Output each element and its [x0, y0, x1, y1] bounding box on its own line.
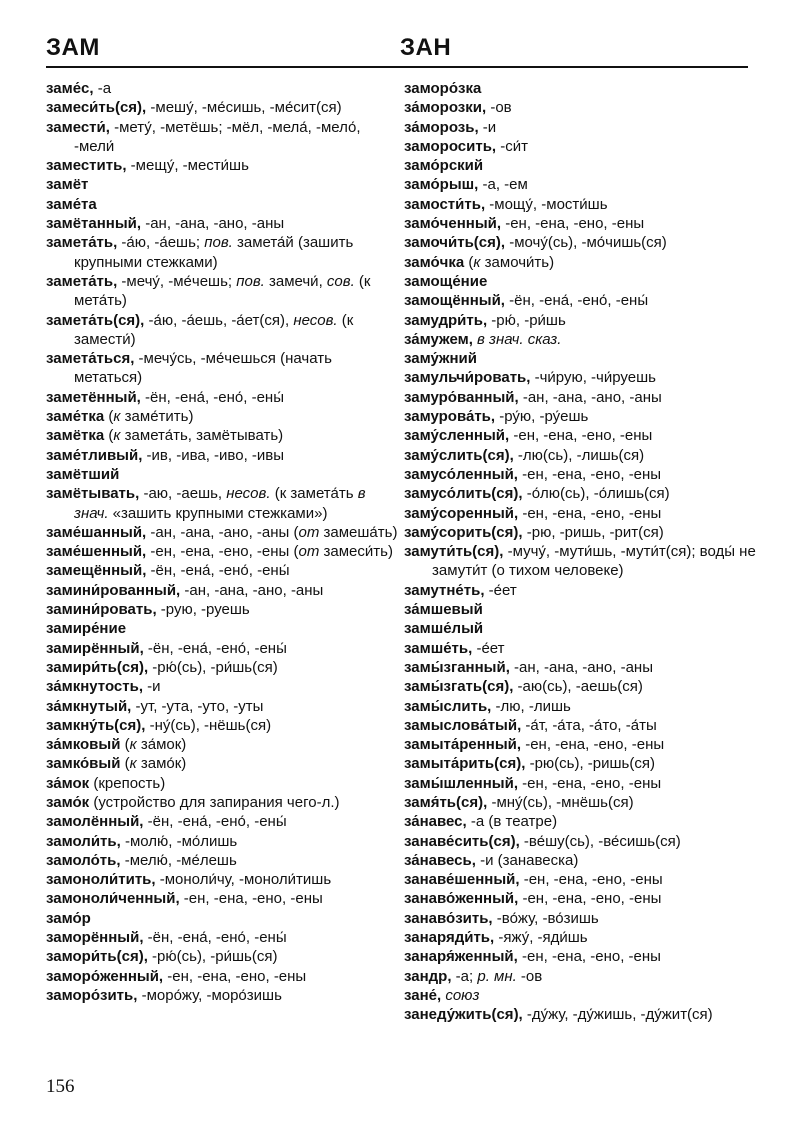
- entry-label: сов.: [326, 272, 355, 290]
- entry-text: -во́жу, -во́зишь: [492, 909, 599, 927]
- entry-text: -яжу́, -яди́шь: [494, 929, 588, 947]
- entry-headword: замета́ть,: [46, 234, 118, 252]
- dictionary-entry: [46, 639, 401, 658]
- entry-text: (: [464, 253, 474, 271]
- entry-text: -ан, -ана, -ано, -аны: [509, 658, 653, 676]
- entry-headword: заму́жний: [404, 350, 477, 368]
- entry-headword: заме́шанный,: [46, 523, 147, 541]
- entry-text: -ру́ю, -ру́ешь: [495, 408, 589, 426]
- entry-headword: замо́р: [46, 909, 91, 927]
- entry-headword: замеси́ть(ся),: [46, 99, 147, 117]
- entry-headword: замо́рыш,: [404, 176, 479, 194]
- entry-headword: замётывать,: [46, 485, 140, 503]
- entry-text: -мочу́(сь), -мо́чишь(ся): [505, 234, 667, 252]
- entry-text: -ён, -ена́, -ено́, -ены́: [143, 929, 287, 947]
- entry-text: (к замести́): [74, 311, 354, 348]
- dictionary-entry: [46, 98, 401, 117]
- entry-text: -лю(сь), -лишь(ся): [513, 446, 645, 464]
- header-rule: [46, 66, 748, 68]
- entry-headword: замолённый,: [46, 813, 144, 831]
- dictionary-entry: [46, 870, 401, 889]
- dictionary-entry: [46, 311, 401, 350]
- entry-text: -ут, -ута, -уто, -уты: [131, 697, 264, 715]
- entry-text: -ён, -ена́, -ено́, -ены́: [140, 388, 284, 406]
- header-right-guideword: ЗАН: [400, 34, 452, 61]
- entry-headword: замыслова́тый,: [404, 716, 522, 734]
- entry-text: -мету́, -метёшь; -мёл, -мела́, -мело́, -мели́: [74, 118, 361, 155]
- dictionary-entry: [46, 697, 401, 716]
- dictionary-entry: [404, 754, 759, 773]
- entry-headword: замини́ровать,: [46, 601, 157, 619]
- dictionary-entry: [404, 137, 759, 156]
- entry-headword: занаве́шенный,: [404, 871, 520, 889]
- entry-headword: заморосить,: [404, 137, 497, 155]
- entry-text: замеси́ть): [319, 543, 393, 561]
- entry-text: -а́ю, -а́ешь;: [117, 234, 205, 252]
- entry-text: (: [104, 427, 114, 445]
- entry-headword: замета́ться,: [46, 350, 135, 368]
- dictionary-entry: [46, 214, 401, 233]
- entry-headword: замести́,: [46, 118, 110, 136]
- entry-headword: заме́с,: [46, 80, 94, 97]
- entry-headword: заме́тливый,: [46, 446, 143, 464]
- dictionary-entry: [404, 697, 759, 716]
- entry-text: -ен, -ена, -ено, -ены: [501, 215, 645, 233]
- page-number: 156: [46, 1076, 75, 1097]
- entry-headword: зане́,: [404, 986, 442, 1004]
- dictionary-entry: [46, 407, 401, 426]
- entry-text: -ен, -ена, -ено, -ены: [518, 774, 662, 792]
- entry-text: -ан, -ана, -ано, -аны: [518, 388, 662, 406]
- entry-text: замета́й (зашить крупными стежками): [74, 234, 354, 271]
- entry-headword: заму́слить(ся),: [404, 446, 514, 464]
- dictionary-entry: [46, 175, 401, 194]
- entry-text: -е́ет: [472, 639, 505, 657]
- entry-headword: замы́зганный,: [404, 658, 510, 676]
- entry-headword: заместить,: [46, 157, 127, 175]
- entry-label: к: [473, 253, 481, 271]
- dictionary-entry: [404, 677, 759, 696]
- entry-text: -рю́(сь), -ри́шь(ся): [147, 948, 278, 966]
- entry-text: -мну́(сь), -мнёшь(ся): [487, 793, 634, 811]
- dictionary-entry: [404, 909, 759, 928]
- dictionary-entry: [404, 967, 759, 986]
- entry-label: р. мн.: [477, 967, 517, 985]
- entry-headword: занаря́женный,: [404, 948, 518, 966]
- entry-headword: занаво́зить,: [404, 909, 493, 927]
- dictionary-entry: [46, 118, 401, 157]
- entry-text: замета́ть, замётывать): [120, 427, 284, 445]
- entry-text: -ен, -ена, -ено, -ены: [163, 967, 307, 985]
- dictionary-entry: [404, 349, 759, 368]
- entry-text: -моноли́чу, -моноли́тишь: [155, 871, 332, 889]
- entry-text: -лю, -лишь: [491, 697, 571, 715]
- dictionary-entry: [404, 928, 759, 947]
- entry-text: -ён, -ена́, -ено́, -ены́: [143, 813, 287, 831]
- entry-text: -ён, -ена́, -ено́, -ены́: [504, 292, 649, 310]
- entry-headword: замкну́ть(ся),: [46, 716, 146, 734]
- dictionary-entry: [46, 774, 401, 793]
- dictionary-entry: [46, 272, 401, 311]
- entry-text: (к замета́ть: [270, 485, 358, 503]
- dictionary-entry: [46, 561, 401, 580]
- dictionary-entry: [404, 774, 759, 793]
- dictionary-entry: [404, 465, 759, 484]
- entry-text: -ну́(сь), -нёшь(ся): [145, 716, 272, 734]
- entry-headword: замётший: [46, 465, 120, 483]
- dictionary-entry: [46, 542, 401, 561]
- entry-headword: замше́ть,: [404, 639, 473, 657]
- entry-label: в знач. сказ.: [477, 330, 562, 348]
- entry-headword: за́мшевый: [404, 601, 483, 619]
- entry-text: замочи́ть): [480, 253, 555, 271]
- entry-text: -а (в театре): [466, 813, 558, 831]
- entry-text: -ов: [486, 99, 512, 117]
- entry-headword: заморо́зка: [404, 80, 482, 97]
- entry-headword: за́мужем,: [404, 330, 473, 348]
- entry-text: (крепость): [89, 774, 166, 792]
- entry-headword: замещённый,: [46, 562, 147, 580]
- entry-label: пов.: [236, 272, 265, 290]
- entry-text: -ен, -ена, -ено, -ены: [517, 948, 661, 966]
- dictionary-entry: [404, 484, 759, 503]
- left-column: [46, 79, 401, 1005]
- entry-headword: заме́та: [46, 195, 97, 213]
- entry-text: (: [104, 408, 114, 426]
- entry-headword: замусо́ленный,: [404, 465, 518, 483]
- entry-text: замо́к): [136, 755, 187, 773]
- entry-headword: занеду́жить(ся),: [404, 1006, 523, 1024]
- entry-text: -ен, -ена, -ено, -ены: [518, 504, 662, 522]
- entry-headword: за́мок: [46, 774, 90, 792]
- dictionary-entry: [46, 754, 401, 773]
- entry-headword: заметённый,: [46, 388, 141, 406]
- dictionary-entry: [46, 928, 401, 947]
- dictionary-entry: [46, 79, 401, 98]
- entry-headword: замётанный,: [46, 215, 142, 233]
- entry-headword: замя́ть(ся),: [404, 793, 488, 811]
- entry-text: -ен, -ена, -ено, -ены (: [146, 543, 299, 561]
- dictionary-entry: [404, 889, 759, 908]
- entry-headword: заморо́зить,: [46, 986, 138, 1004]
- dictionary-entry: [404, 388, 759, 407]
- entry-text: заме́тить): [120, 408, 194, 426]
- entry-headword: замири́ть(ся),: [46, 658, 149, 676]
- entry-text: -мощу́, -мости́шь: [485, 195, 608, 213]
- dictionary-entry: [46, 600, 401, 619]
- entry-text: -рую, -руешь: [156, 601, 250, 619]
- entry-headword: замыта́рить(ся),: [404, 755, 526, 773]
- entry-text: -молю́, -мо́лишь: [120, 832, 238, 850]
- entry-headword: замета́ть,: [46, 272, 118, 290]
- dictionary-entry: [46, 426, 401, 445]
- dictionary-entry: [404, 542, 759, 581]
- entry-text: -и: [142, 678, 161, 696]
- entry-text: -ан, -ана, -ано, -аны (: [146, 523, 299, 541]
- entry-headword: за́мкнутый,: [46, 697, 132, 715]
- dictionary-entry: [46, 793, 401, 812]
- dictionary-entry: [404, 330, 759, 349]
- dictionary-entry: [46, 967, 401, 986]
- entry-text: -си́т: [496, 137, 529, 155]
- dictionary-entry: [46, 388, 401, 407]
- entry-text: -ен, -ена, -ено, -ены: [519, 871, 663, 889]
- entry-text: -ён, -ена́, -ено́, -ены́: [146, 562, 290, 580]
- entry-text: (к мета́ть): [74, 272, 371, 310]
- entry-label: пов.: [204, 234, 233, 252]
- entry-headword: замо́к: [46, 793, 90, 811]
- entry-text: -рю́(сь), -ри́шь(ся): [148, 658, 278, 676]
- dictionary-entry: [404, 98, 759, 117]
- dictionary-entry: [46, 716, 401, 735]
- entry-headword: заморённый,: [46, 929, 144, 947]
- entry-headword: замоноли́тить,: [46, 871, 156, 889]
- dictionary-entry: [46, 446, 401, 465]
- entry-headword: замы́слить,: [404, 697, 492, 715]
- dictionary-entry: [46, 523, 401, 542]
- entry-headword: замудри́ть,: [404, 311, 488, 329]
- entry-headword: замирённый,: [46, 639, 144, 657]
- dictionary-entry: [404, 253, 759, 272]
- entry-headword: замоли́ть,: [46, 832, 121, 850]
- dictionary-entry: [404, 986, 759, 1005]
- entry-text: -мечу́сь, -ме́чешься (начать метаться): [74, 350, 332, 387]
- entry-text: -а;: [451, 967, 478, 985]
- entry-text: -ен, -ена, -ено, -ены: [509, 427, 653, 445]
- entry-text: -ён, -ена́, -ено́, -ены́: [143, 639, 287, 657]
- dictionary-entry: [404, 504, 759, 523]
- entry-text: -ов: [516, 967, 543, 985]
- entry-headword: за́навес,: [404, 813, 467, 831]
- dictionary-entry: [46, 195, 401, 214]
- entry-headword: заму́сленный,: [404, 427, 510, 445]
- entry-headword: замори́ть(ся),: [46, 948, 148, 966]
- entry-label: к: [113, 408, 121, 426]
- entry-headword: заморо́женный,: [46, 967, 164, 985]
- entry-text: -аю(сь), -аешь(ся): [513, 678, 643, 696]
- entry-text: замеша́ть): [319, 523, 398, 541]
- dictionary-entry: [46, 735, 401, 754]
- entry-headword: заму́соренный,: [404, 504, 519, 522]
- entry-label: к: [129, 755, 137, 773]
- dictionary-entry: [404, 214, 759, 233]
- entry-headword: замути́ть(ся),: [404, 543, 504, 561]
- entry-text: -ан, -ана, -ано, -аны: [180, 581, 324, 599]
- entry-headword: заме́шенный,: [46, 543, 147, 561]
- dictionary-entry: [404, 233, 759, 252]
- dictionary-entry: [404, 156, 759, 175]
- entry-text: -аю, -аешь,: [139, 485, 227, 503]
- entry-text: -рю, -ришь, -рит(ся): [522, 523, 664, 541]
- dictionary-entry: [404, 658, 759, 677]
- entry-headword: замоло́ть,: [46, 851, 121, 869]
- entry-headword: замоще́ние: [404, 272, 488, 290]
- entry-text: -ду́жу, -ду́жишь, -ду́жит(ся): [522, 1006, 713, 1024]
- dictionary-entry: [404, 619, 759, 638]
- dictionary-entry: [404, 407, 759, 426]
- dictionary-entry: [404, 368, 759, 387]
- entry-headword: заме́тка: [46, 408, 105, 426]
- entry-label: несов.: [226, 485, 271, 503]
- entry-label: от: [298, 523, 320, 541]
- entry-text: -мучу́, -мути́шь, -мути́т(ся); воды́ не замути́т (о тихом человеке): [432, 543, 756, 580]
- header-left-guideword: ЗАМ: [46, 34, 100, 61]
- dictionary-entry: [46, 909, 401, 928]
- entry-text: -рю́, -ри́шь: [487, 311, 566, 329]
- dictionary-entry: [46, 658, 401, 677]
- entry-text: -ив, -ива, -иво, -ивы: [142, 446, 285, 464]
- entry-text: -ен, -ена, -ено, -ены: [517, 465, 662, 483]
- dictionary-entry: [46, 812, 401, 831]
- dictionary-entry: [404, 581, 759, 600]
- dictionary-entry: [404, 870, 759, 889]
- entry-text: -мещу́, -мести́шь: [126, 157, 249, 175]
- entry-headword: замурова́ть,: [404, 408, 496, 426]
- dictionary-entry: [46, 851, 401, 870]
- entry-headword: замко́вый: [46, 755, 121, 773]
- entry-text: замечи́,: [264, 272, 327, 290]
- entry-headword: замуро́ванный,: [404, 388, 519, 406]
- entry-headword: зандр,: [404, 967, 452, 985]
- dictionary-entry: [404, 426, 759, 445]
- dictionary-entry: [46, 484, 401, 523]
- entry-label: к: [113, 427, 121, 445]
- entry-headword: за́мковый: [46, 736, 121, 754]
- entry-text: -а́т, -а́та, -а́то, -а́ты: [521, 716, 657, 734]
- entry-headword: замыта́ренный,: [404, 736, 522, 754]
- dictionary-entry: [404, 272, 759, 291]
- entry-headword: замо́чка: [404, 253, 465, 271]
- dictionary-entry: [46, 832, 401, 851]
- entry-headword: занаво́женный,: [404, 890, 519, 908]
- entry-headword: замусо́лить(ся),: [404, 485, 523, 503]
- dictionary-entry: [46, 677, 401, 696]
- dictionary-entry: [404, 291, 759, 310]
- entry-headword: замочи́ть(ся),: [404, 234, 506, 252]
- entry-headword: замётка: [46, 427, 105, 445]
- entry-text: -моро́жу, -моро́зишь: [137, 986, 282, 1004]
- entry-headword: замощённый,: [404, 292, 505, 310]
- entry-headword: замо́рский: [404, 157, 484, 175]
- entry-text: -и (занавеска): [475, 851, 579, 869]
- entry-text: -и: [478, 118, 497, 136]
- entry-headword: занаряди́ть,: [404, 929, 495, 947]
- dictionary-entry: [46, 619, 401, 638]
- entry-text: (: [120, 755, 130, 773]
- entry-text: -о́лю(сь), -о́лишь(ся): [522, 485, 670, 503]
- entry-headword: за́морозки,: [404, 99, 487, 117]
- dictionary-entry: [46, 889, 401, 908]
- entry-text: «зашить крупными стежками»): [108, 504, 328, 522]
- dictionary-entry: [46, 465, 401, 484]
- entry-headword: замире́ние: [46, 620, 127, 638]
- entry-headword: за́морозь,: [404, 118, 479, 136]
- entry-headword: замутне́ть,: [404, 581, 485, 599]
- entry-text: -ен, -ена, -ено, -ены: [518, 890, 662, 908]
- entry-text: -а, -ем: [478, 176, 528, 194]
- dictionary-entry: [404, 716, 759, 735]
- entry-text: -мешу́, -ме́сишь, -ме́сит(ся): [146, 99, 342, 117]
- entry-text: (: [120, 736, 130, 754]
- entry-text: -а: [93, 80, 112, 97]
- dictionary-entry: [46, 349, 401, 388]
- dictionary-entry: [404, 195, 759, 214]
- dictionary-entry: [404, 812, 759, 831]
- entry-text: -ве́шу(сь), -ве́сишь(ся): [519, 832, 681, 850]
- entry-text: -мечу́, -ме́чешь;: [117, 272, 237, 290]
- entry-label: несов.: [293, 311, 338, 329]
- entry-headword: замёт: [46, 176, 89, 194]
- dictionary-entry: [404, 79, 759, 98]
- dictionary-entry: [46, 233, 401, 272]
- dictionary-entry: [404, 851, 759, 870]
- entry-text: -а́ю, -а́ешь, -а́ет(ся),: [144, 311, 294, 329]
- dictionary-entry: [404, 832, 759, 851]
- running-header: [46, 34, 748, 68]
- entry-text: -рю(сь), -ришь(ся): [525, 755, 655, 773]
- entry-headword: замше́лый: [404, 620, 484, 638]
- entry-text: за́мок): [136, 736, 187, 754]
- entry-label: от: [298, 543, 320, 561]
- entry-headword: замини́рованный,: [46, 581, 181, 599]
- entry-headword: замы́шленный,: [404, 774, 519, 792]
- dictionary-entry: [404, 600, 759, 619]
- entry-text: -ен, -ена, -ено, -ены: [521, 736, 665, 754]
- entry-text: -ан, -ана, -ано, -аны: [141, 215, 285, 233]
- entry-headword: заму́сорить(ся),: [404, 523, 523, 541]
- entry-headword: замы́згать(ся),: [404, 678, 514, 696]
- entry-text: -ен, -ена, -ено, -ены: [179, 890, 323, 908]
- entry-label: к: [129, 736, 137, 754]
- entry-headword: занаве́сить(ся),: [404, 832, 520, 850]
- dictionary-entry: [404, 639, 759, 658]
- entry-text: -мелю́, -ме́лешь: [120, 851, 237, 869]
- entry-headword: замости́ть,: [404, 195, 486, 213]
- entry-label: союз: [445, 986, 480, 1004]
- entry-headword: за́мкнутость,: [46, 678, 143, 696]
- dictionary-entry: [46, 947, 401, 966]
- dictionary-entry: [404, 118, 759, 137]
- dictionary-entry: [404, 311, 759, 330]
- entry-text: -чи́рую, -чи́руешь: [530, 369, 656, 387]
- dictionary-entry: [404, 947, 759, 966]
- right-column: [404, 79, 759, 1025]
- entry-label: в знач.: [74, 485, 366, 522]
- entry-headword: замульчи́ровать,: [404, 369, 531, 387]
- entry-headword: замета́ть(ся),: [46, 311, 145, 329]
- dictionary-entry: [46, 156, 401, 175]
- dictionary-entry: [404, 523, 759, 542]
- dictionary-entry: [404, 1005, 759, 1024]
- entry-headword: замоноли́ченный,: [46, 890, 180, 908]
- dictionary-entry: [404, 446, 759, 465]
- entry-text: -е́ет: [484, 581, 517, 599]
- dictionary-entry: [404, 175, 759, 194]
- entry-headword: за́навесь,: [404, 851, 476, 869]
- dictionary-entry: [46, 986, 401, 1005]
- dictionary-entry: [404, 793, 759, 812]
- entry-headword: замо́ченный,: [404, 215, 502, 233]
- entry-text: (устройство для запирания чего-л.): [89, 793, 340, 811]
- dictionary-entry: [404, 735, 759, 754]
- dictionary-entry: [46, 581, 401, 600]
